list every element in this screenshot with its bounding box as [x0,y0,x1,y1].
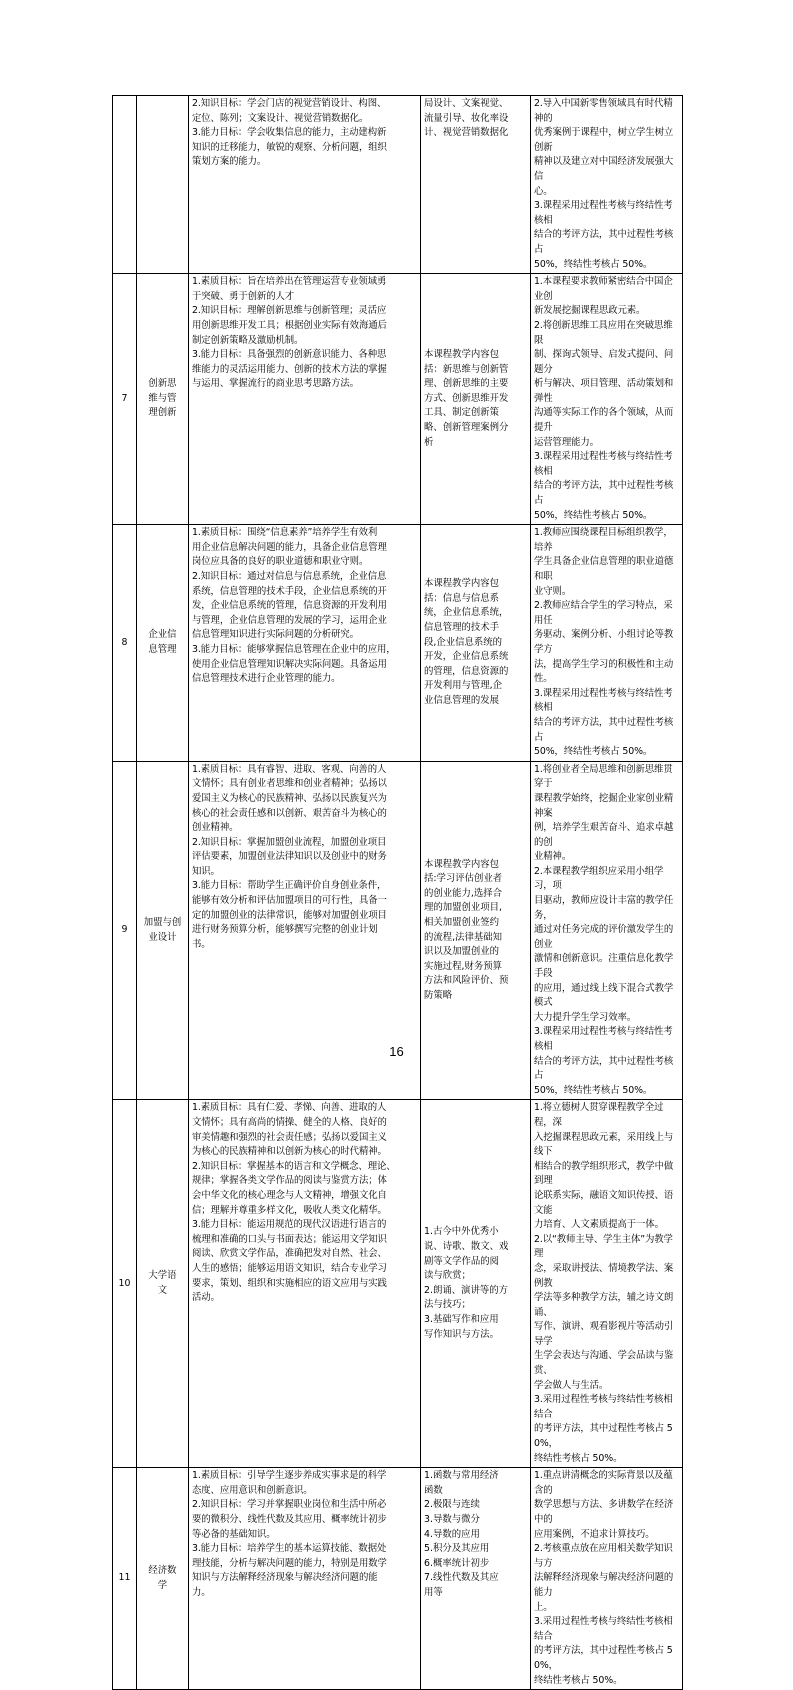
teaching-requirements: 2.导入中国新零售领域具有时代精神的 优秀案例于课程中，树立学生树立创新 精神以及建立对中国经济发展强大信 心。 3.课程采用过程性考核与终结性考核相 结合的考评方法，其中过程性考核占 50%，终结性考核占 50%。 [531,96,683,274]
course-content: 本课程教学内容包 括：信息与信息系 统，企业信息系统， 信息管理的技术手 段,企业信息系统的 开发，企业信息系统 的管理，信息资源的 开发利用与管理,企 业信息管理的发展 [421,525,531,762]
teaching-requirements: 1.本课程要求教师紧密结合中国企业创 新发展挖掘课程思政元素。 2.将创新思维工具应用在突破思维限 制、探询式领导、启发式提问、问题分 析与解决、项目管理、活动策划和弹性 沟通等实际工作的各个领域，从而提升 运营管理能力。 3.课程采用过程性考核与终结性考核相 结合的考评方法，其中过程性考核占 50%，终结性考核占 50%。 [531,274,683,525]
course-content: 1.古今中外优秀小 说、诗歌、散文、戏 剧等文学作品的阅 读与欣赏； 2.朗诵、演讲等的方 法与技巧； 3.基础写作和应用 写作知识与方法。 [421,1100,531,1468]
course-name: 创新思 维与管 理创新 [137,274,189,525]
teaching-requirements: 1.重点讲清概念的实际背景以及蕴含的 数学思想与方法、多讲数学在经济中的 应用案例，不追求计算技巧。 2.考核重点放在应用相关数学知识与方 法解释经济现象与解决经济问题的能力 上。 3.采用过程性考核与终结性考核相结合 的考评方法，其中过程性考核占 50%， 终结性考核占 50%。 [531,1468,683,1690]
page-number: 16 [389,1044,404,1059]
course-content: 本课程教学内容包 括:学习评估创业者 的创业能力,选择合 理的加盟创业项目, 相关加盟创业签约 的流程,法律基础知 识以及加盟创业的 实施过程,财务预算 方法和风险评价、预 防策略 [421,761,531,1100]
course-name: 加盟与创 业设计 [137,761,189,1100]
row-number: 7 [113,274,137,525]
course-goals: 1.素质目标：旨在培养出在管理运营专业领域勇 于突破、勇于创新的人才 2.知识目标：理解创新思维与创新管理；灵活应 用创新思维开发工具；根据创业实际有效海通后 制定创新策略及激励机制。 3.能力目标：具备强烈的创新意识能力、各种思 维能力的灵活运用能力、创新的技术方法的掌握 与运用、掌握流行的商业思考思路方法。 [189,274,421,525]
course-content: 局设计、文案视觉、 流量引导、妆化率设 计、视觉营销数据化 [421,96,531,274]
course-name [137,96,189,274]
table-row [113,274,683,525]
row-number: 11 [113,1468,137,1690]
table-row [113,1100,683,1468]
row-number: 9 [113,761,137,1100]
course-goals: 1.素质目标：具有睿智、进取、客观、向善的人 文情怀；具有创业者思维和创业者精神；弘扬以 爱国主义为核心的民族精神、弘扬以民族复兴为 核心的社会责任感和以创新、艰苦奋斗为核心的 创业精神。 2.知识目标：掌握加盟创业流程，加盟创业项目 评估要素，加盟创业法律知识以及创业中的财务 知识。 3.能力目标：帮助学生正确评价自身创业条件， 能够有效分析和评估加盟项目的可行性，具备一 定的加盟创业的法律常识，能够对加盟创业项目 进行财务预算分析，能够撰写完整的创业计划 书。 [189,761,421,1100]
course-content: 本课程教学内容包 括：新思维与创新管 理、创新思维的主要 方式、创新思维开发 工具、制定创新策 略、创新管理案例分 析 [421,274,531,525]
course-content: 1.函数与常用经济 函数 2.极限与连续 3.导数与微分 4.导数的应用 5.积分及其应用 6.概率统计初步 7.线性代数及其应 用等 [421,1468,531,1690]
course-name: 大学语 文 [137,1100,189,1468]
course-goals: 2.知识目标：学会门店的视觉营销设计、构图、 定位、陈列；文案设计、视觉营销数据化。 3.能力目标：学会收集信息的能力，主动建构新 知识的迁移能力，敏锐的观察、分析问题，组织 策划方案的能力。 [189,96,421,274]
teaching-requirements: 1.将创业者全局思维和创新思维贯穿于 课程教学始终，挖掘企业家创业精神案 例，培养学生艰苦奋斗、追求卓越的创 业精神。 2.本课程教学组织应采用小组学习，项 目驱动，教师应设计丰富的教学任务， 通过对任务完成的评价激发学生的创业 激情和创新意识。注重信息化教学手段 的应用，通过线上线下混合式教学模式 大力提升学生学习效率。 3.课程采用过程性考核与终结性考核相 结合的考评方法，其中过程性考核占 50%，终结性考核占 50%。 [531,761,683,1100]
course-goals: 1.素质目标：围绕“信息素养”培养学生有效利 用企业信息解决问题的能力，具备企业信息管理 岗位应具备的良好的职业道德和职业守则。 2.知识目标：通过对信息与信息系统，企业信息 系统，信息管理的技术手段，企业信息系统的开 发，企业信息系统的管理，信息资源的开发利用 与管理，企业信息管理的发展的学习，运用企业 信息管理知识进行实际问题的分析研究。 3.能力目标：能够掌握信息管理在企业中的应用， 使用企业信息管理知识解决实际问题。具备运用 信息管理技术进行企业管理的能力。 [189,525,421,762]
course-goals: 1.素质目标：引导学生逐步养成实事求是的科学 态度、应用意识和创新意识。 2.知识目标：学习并掌握职业岗位和生活中所必 要的微积分、线性代数及其应用、概率统计初步 等必备的基础知识。 3.能力目标：培养学生的基本运算技能、数据处 理技能，分析与解决问题的能力，特别是用数学 知识与方法解释经济现象与解决经济问题的能 力。 [189,1468,421,1690]
teaching-requirements: 1.教师应围绕课程目标组织教学，培养 学生具备企业信息管理的职业道德和职 业守则。 2.教师应结合学生的学习特点，采用任 务驱动、案例分析、小组讨论等教学方 法，提高学生学习的积极性和主动性。 3.课程采用过程性考核与终结性考核相 结合的考评方法，其中过程性考核占 50%，终结性考核占 50%。 [531,525,683,762]
row-number: 8 [113,525,137,762]
course-name: 经济数 学 [137,1468,189,1690]
table-row [113,1468,683,1690]
teaching-requirements: 1.将立德树人贯穿课程教学全过程，深 入挖掘课程思政元素，采用线上与线下 相结合的教学组织形式，教学中做到理 论联系实际，融语文知识传授、语文能 力培育、人文素质提高于一体。 2.以“教师主导、学生主体”为教学理 念，采取讲授法、情境教学法、案例教 学法等多种教学方法，辅之诗文朗诵、 写作、演讲、观看影视片等活动引导学 生学会表达与沟通、学会品读与鉴赏、 学会做人与生活。 3.采用过程性考核与终结性考核相结合 的考评方法，其中过程性考核占 50%， 终结性考核占 50%。 [531,1100,683,1468]
course-table [112,95,683,1690]
course-goals: 1.素质目标：具有仁爱、孝悌、向善、进取的人 文情怀；具有高尚的情操、健全的人格、良好的 审美情趣和强烈的社会责任感；弘扬以爱国主义 为核心的民族精神和以创新为核心的时代精神。 2.知识目标：掌握基本的语言和文学概念、理论、 规律；掌握各类文学作品的阅读与鉴赏方法；体 会中华文化的核心理念与人文精神，增强文化自 信；理解并尊重多样文化，吸收人类文化精华。 3.能力目标：能运用规范的现代汉语进行语言的 梳理和准确的口头与书面表达；能运用文学知识 阅读、欣赏文学作品，准确把发对自然、社会、 人生的感悟；能够运用语文知识，结合专业学习 要求，策划、组织和实施相应的语文应用与实践 活动。 [189,1100,421,1468]
table-row [113,96,683,274]
table-row [113,525,683,762]
row-number [113,96,137,274]
row-number: 10 [113,1100,137,1468]
course-name: 企业信 息管理 [137,525,189,762]
